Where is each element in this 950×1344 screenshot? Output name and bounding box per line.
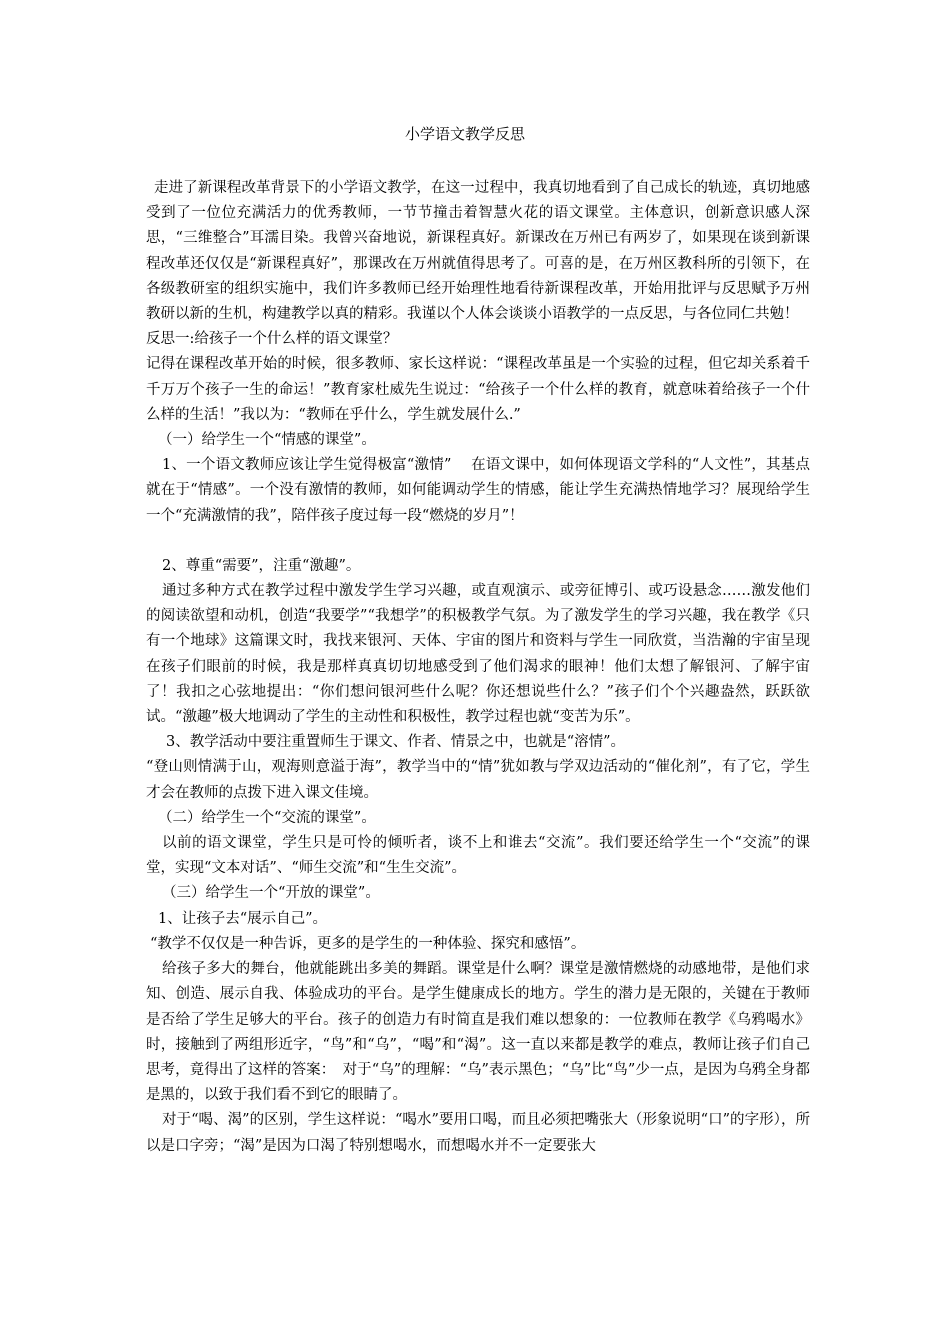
body-paragraph: 1、一个语文教师应该让学生觉得极富“激情” 在语文课中，如何体现语文学科的“人文性”，其基点就在于“情感”。一个没有激情的教师，如何能调动学生的情感，能让学生充满热情地学习？展现给学生一个“充满激情的我”，陪伴孩子度过每一段“燃烧的岁月”！ (146, 457, 810, 524)
intro-paragraph: 走进了新课程改革背景下的小学语文教学，在这一过程中，我真切地看到了自己成长的轨迹，真切地感受到了一位位充满活力的优秀教师，一节节撞击着智慧火花的语文课堂。主体意识，创新意识感人深思，“三维整合”耳濡目染。我曾兴奋地说，新课程真好。新课改在万州已有两岁了，如果现在谈到新课程改革还仅仅是“新课程真好”，那课改在万州就值得思考了。可喜的是，在万州区教科所的引领下，在各级教研室的组织实施中，我们许多教师已经开始理性地看待新课程改革，开始用批评与反思赋予万州教研以新的生机，构建教学以真的精彩。我谨以个人体会谈谈小语教学的一点反思，与各位同仁共勉！ (146, 180, 810, 323)
body-paragraph: 以前的语文课堂，学生只是可怜的倾听者，谈不上和谁去“交流”。我们要还给学生一个“交流”的课堂，实现“文本对话”、“师生交流”和“生生交流”。 (146, 835, 810, 877)
body-paragraph: “教学不仅仅是一种告诉，更多的是学生的一种体验、探究和感悟”。 (150, 935, 586, 952)
section-heading-reflection-one: 反思一:给孩子一个什么样的语文课堂？ (146, 331, 398, 348)
body-paragraph: 3、教学活动中要注重置师生于课文、作者、情景之中，也就是“溶情”。 (166, 734, 626, 751)
blank-line (146, 529, 810, 554)
body-paragraph: 1、让孩子去“展示自己”。 (158, 910, 328, 927)
body-paragraph: 记得在课程改革开始的时候，很多教师、家长这样说：“课程改革虽是一个实验的过程，但它却关系着千千万万个孩子一生的命运！”教育家杜威先生说过：“给孩子一个什么样的教育，就意味着给孩子一个什么样的生活！”我以为：“教师在乎什么，学生就发展什么.” (146, 356, 810, 423)
subsection-heading-emotional-classroom: （一）给学生一个“情感的课堂”。 (158, 432, 376, 449)
body-paragraph: 通过多种方式在教学过程中激发学生学习兴趣，或直观演示、或旁征博引、或巧设悬念……激发他们的阅读欲望和动机，创造“我要学”“我想学”的积极教学气氛。为了激发学生的学习兴趣，我在教学《只有一个地球》这篇课文时，我找来银河、天体、宇宙的图片和资料与学生一同欣赏，当浩瀚的宇宙呈现在孩子们眼前的时候，我是那样真真切切地感受到了他们渴求的眼神！他们太想了解银河、了解宇宙了！我扣之心弦地提出：“你们想问银河些什么呢？你还想说些什么？”孩子们个个兴趣盎然，跃跃欲试。“激趣”极大地调动了学生的主动性和积极性，教学过程也就“变苦为乐”。 (146, 583, 810, 726)
body-paragraph: 2、尊重“需要”，注重“激趣”。 (162, 557, 361, 574)
subsection-heading-communication-classroom: （二）给学生一个“交流的课堂”。 (158, 809, 376, 826)
body-paragraph: “登山则情满于山，观海则意溢于海”，教学当中的“情”犹如教与学双边活动的“催化剂”，有了它，学生才会在教师的点拨下进入课文佳境。 (146, 759, 810, 801)
body-paragraph: 给孩子多大的舞台，他就能跳出多美的舞蹈。课堂是什么啊？课堂是激情燃烧的动感地带，是他们求知、创造、展示自我、体验成功的平台。是学生健康成长的地方。学生的潜力是无限的，关键在于教师是否给了学生足够大的平台。孩子的创造力有时简直是我们难以想象的：一位教师在教学《乌鸦喝水》时，接触到了两组形近字，“鸟”和“乌”，“喝”和“渴”。这一直以来都是教学的难点，教师让孩子们自己思考，竟得出了这样的答案： 对于“乌”的理解：“乌”表示黑色；“乌”比“鸟”少一点，是因为乌鸦全身都是黑的，以致于我们看不到它的眼睛了。 (146, 961, 810, 1104)
document-body (146, 176, 810, 1159)
body-paragraph: 对于“喝、渴”的区别，学生这样说：“喝水”要用口喝，而且必须把嘴张大（形象说明“口”的字形），所以是口字旁；“渴”是因为口渴了特别想喝水，而想喝水并不一定要张大 (146, 1112, 810, 1154)
subsection-heading-open-classroom: （三）给学生一个“开放的课堂”。 (162, 885, 380, 902)
document-title: 小学语文教学反思 (404, 125, 525, 143)
